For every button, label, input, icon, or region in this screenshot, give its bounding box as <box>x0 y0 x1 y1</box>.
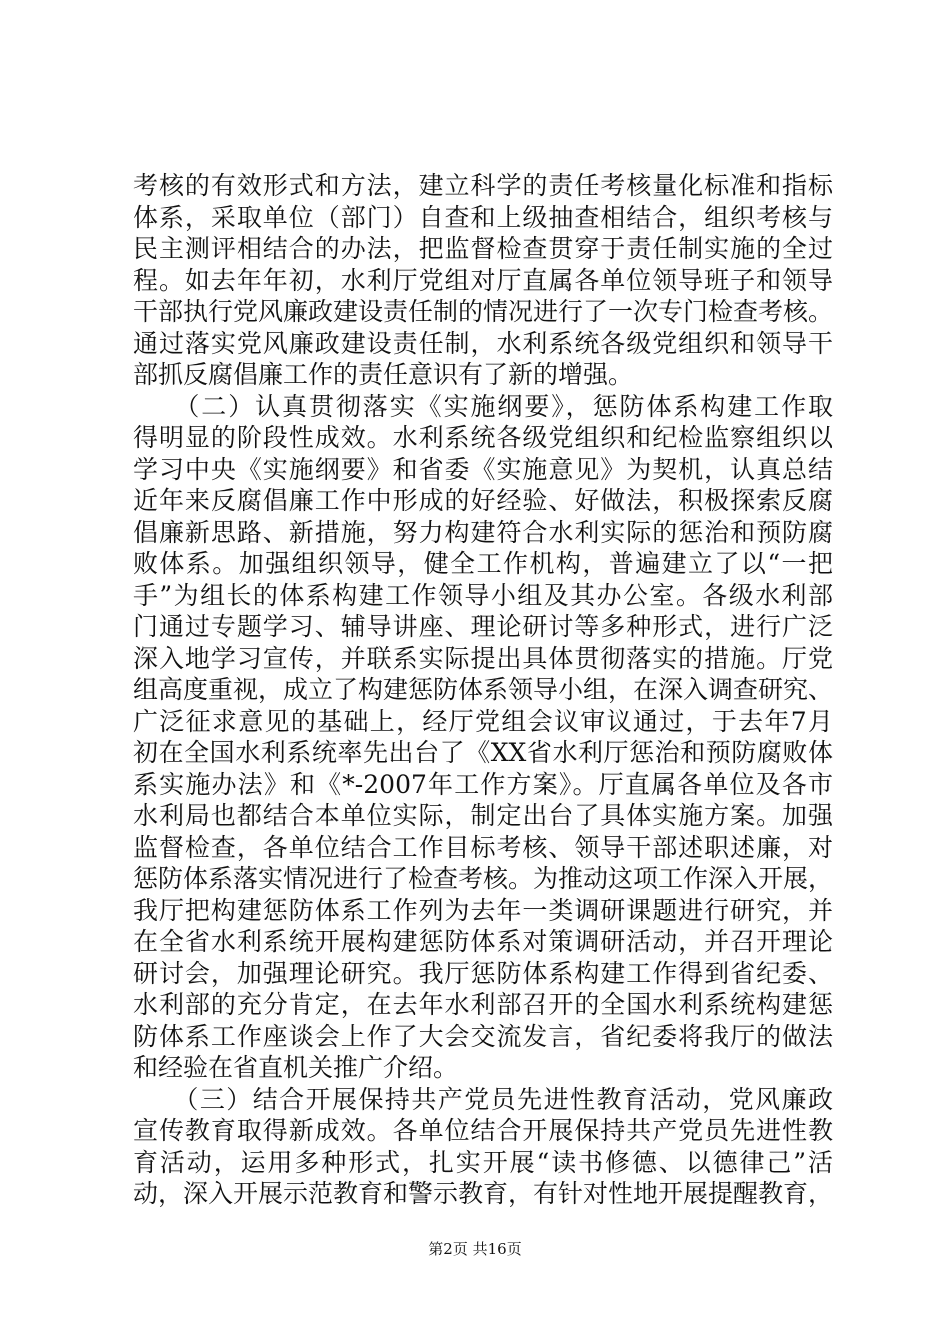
text-line: 和经验在省直机关推广介绍。 <box>133 1053 459 1082</box>
text-line: 学习中央《实施纲要》和省委《实施意见》为契机，认真总结 <box>133 454 833 484</box>
text-line: 水利局也都结合本单位实际，制定出台了具体实施方案。加强 <box>133 801 833 830</box>
text-line: 监督检查，各单位结合工作目标考核、领导干部述职述廉，对 <box>133 832 833 862</box>
text-line: 手”为组长的体系构建工作领导小组及其办公室。各级水利部 <box>133 580 833 610</box>
text-line: 败体系。加强组织领导，健全工作机构，普遍建立了以“一把 <box>133 549 833 578</box>
text-line: 体系，采取单位（部门）自查和上级抽查相结合，组织考核与 <box>133 202 833 232</box>
text-line: 育活动，运用多种形式，扎实开展“读书修德、以德律己”活 <box>133 1147 833 1177</box>
text-line: 初在全国水利系统率先出台了《XX省水利厅惩治和预防腐败体 <box>133 738 833 767</box>
text-line: 近年来反腐倡廉工作中形成的好经验、好做法，积极探索反腐 <box>133 486 833 515</box>
text-line: 防体系工作座谈会上作了大会交流发言，省纪委将我厅的做法 <box>133 1021 833 1051</box>
text-line: 民主测评相结合的办法，把监督检查贯穿于责任制实施的全过 <box>133 234 833 263</box>
text-line: 系实施办法》和《*-2007年工作方案》。厅直属各单位及各市 <box>133 769 833 799</box>
text-line: 深入地学习宣传，并联系实际提出具体贯彻落实的措施。厅党 <box>133 643 833 673</box>
text-line: 得明显的阶段性成效。水利系统各级党组织和纪检监察组织以 <box>133 423 833 452</box>
text-line: 宣传教育取得新成效。各单位结合开展保持共产党员先进性教 <box>133 1116 833 1145</box>
text-line: 水利部的充分肯定，在去年水利部召开的全国水利系统构建惩 <box>133 990 833 1019</box>
text-line: 组高度重视，成立了构建惩防体系领导小组，在深入调查研究、 <box>133 675 834 704</box>
text-line: 惩防体系落实情况进行了检查考核。为推动这项工作深入开展， <box>133 864 834 893</box>
text-line: 我厅把构建惩防体系工作列为去年一类调研课题进行研究，并 <box>133 895 833 925</box>
text-line: 程。如去年年初，水利厅党组对厅直属各单位领导班子和领导 <box>133 265 833 295</box>
text-line: 通过落实党风廉政建设责任制，水利系统各级党组织和领导干 <box>133 328 833 358</box>
text-line: （三）结合开展保持共产党员先进性教育活动，党风廉政 <box>133 1084 833 1114</box>
text-line: 考核的有效形式和方法，建立科学的责任考核量化标准和指标 <box>133 171 833 200</box>
text-line: 干部执行党风廉政建设责任制的情况进行了一次专门检查考核。 <box>133 297 834 326</box>
text-line: 动，深入开展示范教育和警示教育，有针对性地开展提醒教育， <box>133 1179 834 1208</box>
page-number-footer: 第2页 共16页 <box>428 1240 522 1258</box>
text-line: 广泛征求意见的基础上，经厅党组会议审议通过，于去年7月 <box>133 706 833 736</box>
text-line: 门通过专题学习、辅导讲座、理论研讨等多种形式，进行广泛 <box>133 612 833 641</box>
text-line: 倡廉新思路、新措施，努力构建符合水利实际的惩治和预防腐 <box>133 517 833 547</box>
text-line: 部抓反腐倡廉工作的责任意识有了新的增强。 <box>133 360 634 389</box>
text-line: （二）认真贯彻落实《实施纲要》，惩防体系构建工作取 <box>133 391 833 421</box>
document-body <box>133 170 833 1210</box>
text-line: 在全省水利系统开展构建惩防体系对策调研活动，并召开理论 <box>133 927 833 956</box>
text-line: 研讨会，加强理论研究。我厅惩防体系构建工作得到省纪委、 <box>133 958 833 988</box>
